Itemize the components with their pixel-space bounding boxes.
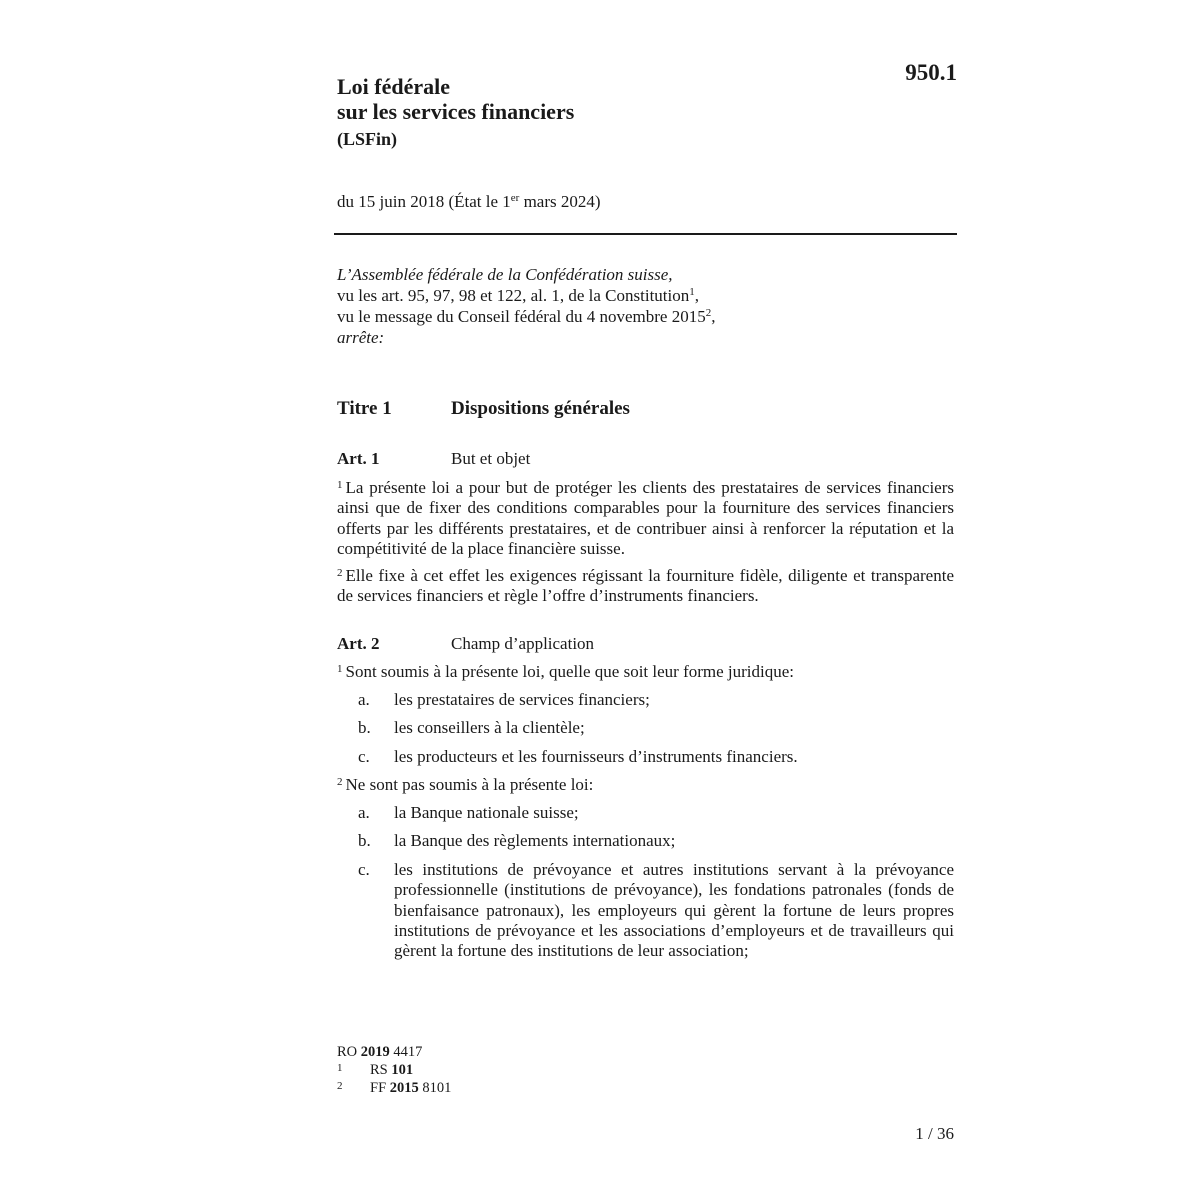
law-number: 950.1 [905,60,957,85]
document-page [337,0,957,1200]
article-1-label: Art. 1 [337,449,380,468]
preamble-decree: arrête: [337,328,385,347]
preamble-constitution: vu les art. 95, 97, 98 et 122, al. 1, de la Constitution$^1$, [337,286,699,305]
article-1-paragraph-1: $^1$ La présente loi a pour but de protéger les clients des prestataires de services financiers ainsi que de fixer des conditions comparables pour la fourniture des services financiers offerts par les différents prestataires, et de contribuer ainsi à renforcer la réputation et la compétitivité de la place financière suisse. [337,478,954,558]
list-item: a. la Banque nationale suisse; [358,803,579,822]
article-2-heading [337,634,594,654]
date-suffix: mars 2024) [519,192,601,211]
article-2-paragraph-1: $^1$ Sont soumis à la présente loi, quelle que soit leur forme juridique: [337,662,795,681]
list-item: b. la Banque des règlements internationaux; [358,831,676,850]
article-2-label: Art. 2 [337,634,380,653]
title-1-label: Titre 1 [337,398,392,419]
law-abbreviation: (LSFin) [337,129,398,149]
article-1-paragraph-2: $^2$ Elle fixe à cet effet les exigences régissant la fourniture fidèle, diligente et transparente de services financiers et règle l’offre d’instruments financiers. [337,566,954,606]
article-1-title: But et objet [451,449,531,468]
law-date [337,192,601,212]
title-1-text: Dispositions générales [451,398,630,419]
law-title-line-2: sur les services financiers [337,99,575,124]
header-divider [334,233,957,235]
list-item: c. les institutions de prévoyance et autres institutions servant à la prévoyance professionnelle (institutions de prévoyance), les fondations patronales (fonds de bienfaisance patronaux), les employeurs qui gèrent la fortune de leurs propres institutions de prévoyance et les associations d’employeurs et de travailleurs qui gèrent la fortune des institutions de leur association; [358,860,954,961]
law-title-line-1: Loi fédérale [337,74,451,99]
footnotes [337,1043,451,1097]
article-2-paragraph-2: $^2$ Ne sont pas soumis à la présente loi: [337,775,594,794]
preamble [337,264,715,348]
article-1-heading [337,449,530,469]
page-number: 1 / 36 [915,1124,954,1143]
list-item: c. les producteurs et les fournisseurs d’instruments financiers. [358,747,798,766]
preamble-assembly: L’Assemblée fédérale de la Confédération suisse, [337,265,673,284]
list-item: a. les prestataires de services financiers; [358,690,650,709]
article-2-title: Champ d’application [451,634,595,653]
law-title [337,74,574,124]
footnote-2: 2 FF 2015 8101 [337,1080,452,1096]
preamble-message: vu le message du Conseil fédéral du 4 novembre 2015$^2$, [337,307,716,326]
footnote-1: 1 RS 101 [337,1062,414,1078]
footnote-ref-2[interactable]: 2 [705,307,712,319]
official-compilation-ref: RO 2019 4417 [337,1044,423,1060]
list-item: b. les conseillers à la clientèle; [358,718,585,737]
title-1-heading [337,398,630,420]
date-superscript: er [510,192,520,204]
footnote-ref-1[interactable]: 1 [689,286,695,298]
date-prefix: du 15 juin 2018 (État le 1 [337,192,511,211]
